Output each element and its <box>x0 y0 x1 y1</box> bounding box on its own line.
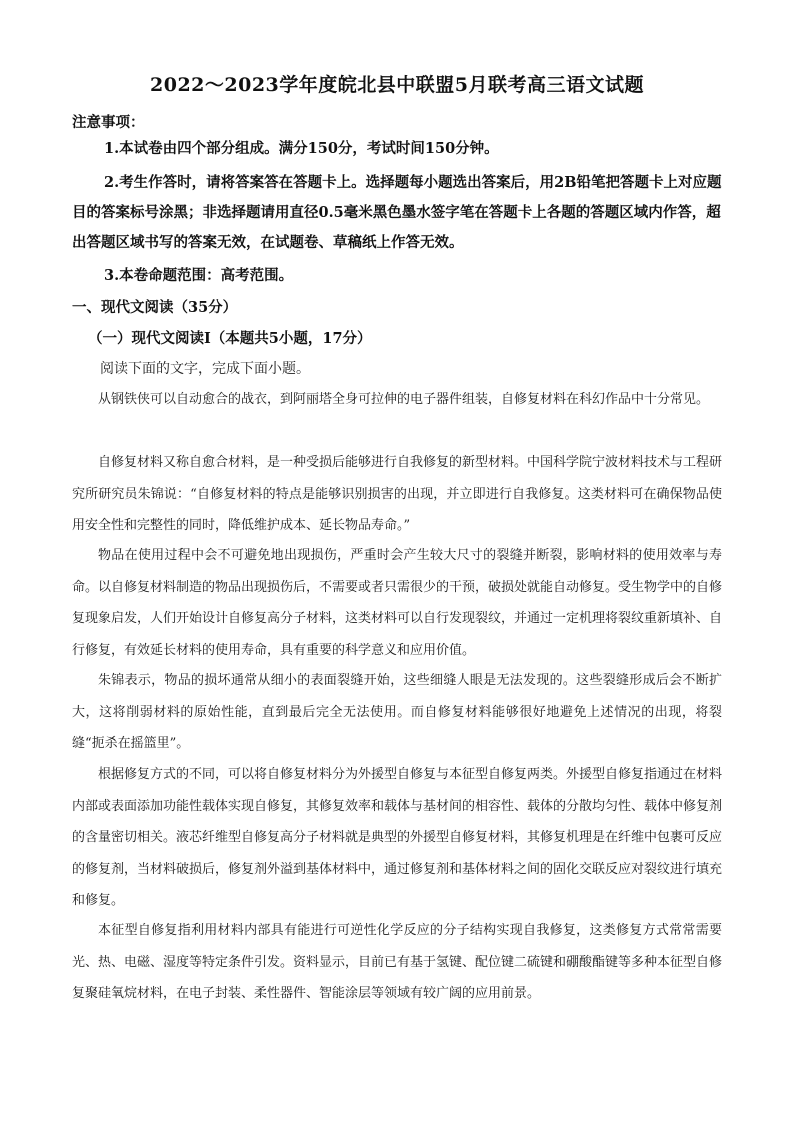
section-heading: 一、现代文阅读（35分） <box>72 299 238 316</box>
passage-paragraph-6: 本征型自修复指利用材料内部具有能进行可逆性化学反应的分子结构实现自我修复，这类修复方式常常需要光、热、电磁、湿度等特定条件引发。资料显示，目前已有基于氢键、配位键二硫键和硼酸酯键等多种本征型自修复聚硅氧烷材料，在电子封装、柔性器件、智能涂层等领域有较广阔的应用前景。 <box>72 923 723 1001</box>
notice-heading: 注意事项： <box>72 114 145 131</box>
passage-paragraph-4: 朱锦表示，物品的损坏通常从细小的表面裂缝开始，这些细缝人眼是无法发现的。这些裂缝形成后会不断扩大，这将削弱材料的原始性能，直到最后完全无法使用。而自修复材料能够很好地避免上述情况的出现，将裂缝“扼杀在摇篮里”。 <box>72 673 722 751</box>
reading-instruction: 阅读下面的文字，完成下面小题。 <box>100 361 310 377</box>
passage-paragraph-3: 物品在使用过程中会不可避免地出现损伤，严重时会产生较大尺寸的裂缝并断裂，影响材料的使用效率与寿命。以自修复材料制造的物品出现损伤后，不需要或者只需很少的干预，破损处就能自动修复。受生物学中的自修复现象启发，人们开始设计自修复高分子材料，这类材料可以自行发现裂纹，并通过一定机理将裂纹重新填补、自行修复，有效延长材料的使用寿命，具有重要的科学意义和应用价值。 <box>72 548 723 658</box>
notice-item-3: 3.本卷命题范围：高考范围。 <box>104 267 294 284</box>
notice-item-2: 2.考生作答时，请将答案答在答题卡上。选择题每小题选出答案后，用2B铅笔把答题卡上对应题目的答案标号涂黑；非选择题请用直径0.5毫米黑色墨水签字笔在答题卡上各题的答题区域内作答，超出答题区域书写的答案无效，在试题卷、草稿纸上作答无效。 <box>72 174 722 251</box>
passage-paragraph-2: 自修复材料又称自愈合材料，是一种受损后能够进行自我修复的新型材料。中国科学院宁波材料技术与工程研究所研究员朱锦说：“自修复材料的特点是能够识别损害的出现，并立即进行自我修复。这类材料可在确保物品使用安全性和完整性的同时，降低维护成本、延长物品寿命。” <box>72 455 723 533</box>
page-title: 2022～2023学年度皖北县中联盟5月联考高三语文试题 <box>150 74 644 96</box>
notice-item-1: 1.本试卷由四个部分组成。满分150分，考试时间150分钟。 <box>104 140 499 157</box>
section-subheading: （一）现代文阅读Ⅰ（本题共5小题，17分） <box>88 330 372 347</box>
passage-paragraph-1: 从钢铁侠可以自动愈合的战衣，到阿丽塔全身可拉伸的电子器件组装，自修复材料在科幻作品中十分常见。 <box>98 392 710 407</box>
passage-paragraph-5: 根据修复方式的不同，可以将自修复材料分为外援型自修复与本征型自修复两类。外援型自修复指通过在材料内部或表面添加功能性载体实现自修复，其修复效率和载体与基材间的相容性、载体的分散均匀性、载体中修复剂的含量密切相关。液芯纤维型自修复高分子材料就是典型的外援型自修复材料，其修复机理是在纤维中包裹可反应的修复剂，当材料破损后，修复剂外溢到基体材料中，通过修复剂和基体材料之间的固化交联反应对裂纹进行填充和修复。 <box>72 767 723 908</box>
